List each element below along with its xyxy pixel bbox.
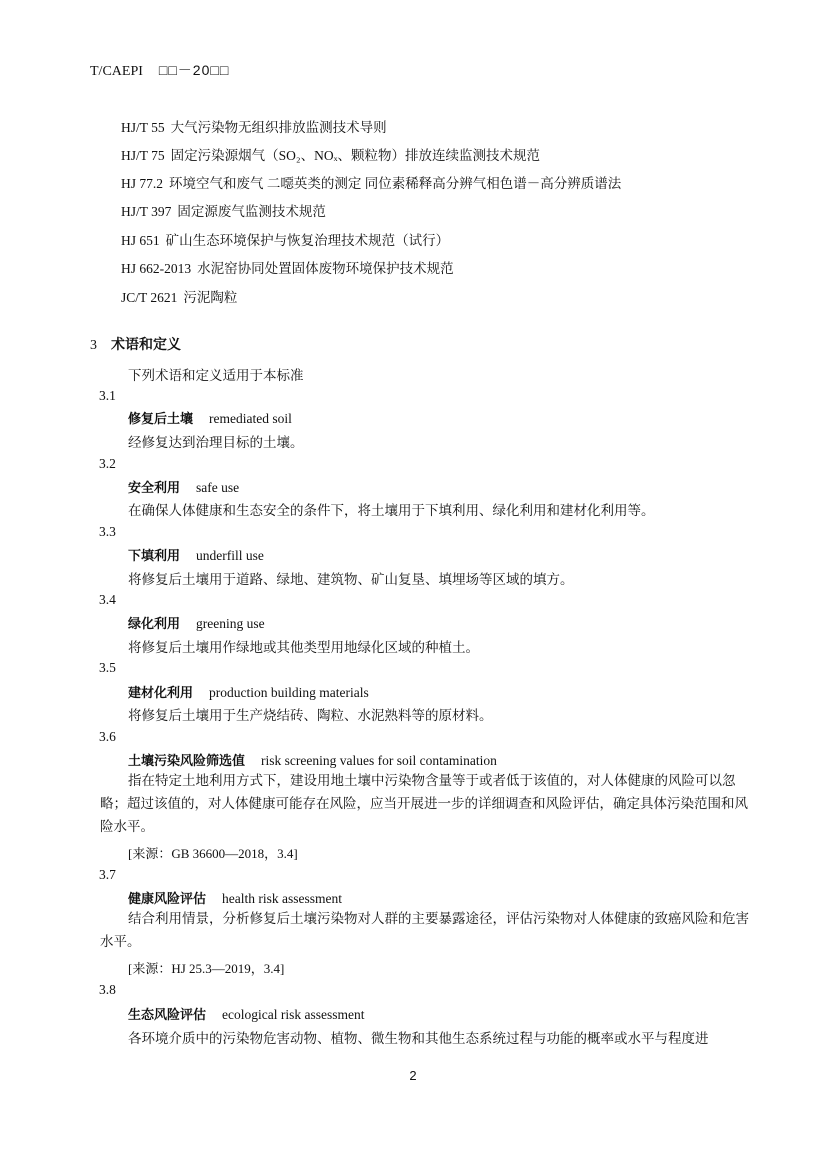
reference-item: [121, 229, 449, 249]
term-definition: 将修复后土壤用作绿地或其他类型用地绿化区域的种植土。: [128, 640, 479, 655]
document-header: [90, 60, 229, 80]
term-zh: 土壤污染风险筛选值: [128, 754, 246, 769]
term-en: safe use: [196, 480, 240, 495]
term-zh: 生态风险评估: [128, 1008, 207, 1023]
term-definition: 经修复达到治理目标的土壤。: [128, 435, 304, 450]
term-heading: [128, 750, 497, 769]
standard-code: □□－20□□: [158, 62, 230, 78]
term-en: underfill use: [196, 548, 264, 563]
term-definition: 将修复后土壤用于道路、绿地、建筑物、矿山复垦、填埋场等区域的填方。: [128, 572, 574, 587]
term-definition: 各环境介质中的污染物危害动物、植物、微生物和其他生态系统过程与功能的概率或水平与程度进: [128, 1031, 709, 1046]
reference-item: [121, 144, 540, 164]
page-number: 2: [409, 1068, 417, 1083]
term-en: greening use: [196, 616, 265, 631]
term-definition: 结合利用情景，分析修复后土壤污染物对人群的主要暴露途径，评估污染物对人体健康的致癌风险和危害水平。: [100, 911, 749, 949]
term-zh: 下填利用: [128, 549, 181, 564]
reference-title: 污泥陶粒: [183, 290, 238, 305]
reference-item: [121, 200, 326, 220]
reference-title: 固定污染源烟气（SO₂、NOₓ、颗粒物）排放连续监测技术规范: [170, 148, 541, 163]
reference-number: JC/T 2621: [121, 290, 178, 305]
term-definition: 指在特定土地利用方式下，建设用地土壤中污染物含量等于或者低于该值的，对人体健康的风险可以忽略；超过该值的，对人体健康可能存在风险，应当开展进一步的详细调查和风险评估，确定具体污染范围和风险水平。: [100, 773, 748, 834]
term-number: 3.3: [99, 524, 116, 539]
term-en: health risk assessment: [222, 891, 342, 906]
term-zh: 绿化利用: [128, 617, 181, 632]
term-number: 3.5: [99, 660, 116, 675]
reference-number: HJ 77.2: [121, 176, 164, 191]
reference-number: HJ 651: [121, 233, 160, 248]
term-definition: 在确保人体健康和生态安全的条件下，将土壤用于下填利用、绿化利用和建材化利用等。: [128, 503, 655, 518]
term-number: 3.7: [99, 867, 116, 882]
reference-title: 固定源废气监测技术规范: [177, 204, 326, 219]
term-number: 3.6: [99, 729, 116, 744]
section-title: 术语和定义: [111, 337, 181, 353]
term-zh: 建材化利用: [128, 686, 194, 701]
reference-number: HJ/T 55: [121, 120, 165, 135]
reference-item: [121, 116, 387, 136]
term-en: remediated soil: [209, 411, 292, 426]
reference-number: HJ/T 75: [121, 148, 165, 163]
reference-title: 水泥窑协同处置固体废物环境保护技术规范: [197, 261, 454, 276]
reference-title: 大气污染物无组织排放监测技术导则: [170, 120, 387, 135]
term-heading: [128, 408, 292, 427]
reference-title: 环境空气和废气 二噁英类的测定 同位素稀释高分辨气相色谱－高分辨质谱法: [169, 176, 622, 191]
term-zh: 健康风险评估: [128, 892, 207, 907]
term-zh: 修复后土壤: [128, 412, 194, 427]
section-heading: [90, 334, 181, 354]
term-number: 3.2: [99, 456, 116, 471]
term-number: 3.1: [99, 388, 116, 403]
reference-item: [121, 286, 237, 306]
term-source: [来源：GB 36600—2018，3.4]: [128, 846, 298, 861]
term-heading: [128, 888, 342, 907]
term-heading: [128, 1004, 364, 1023]
term-number: 3.8: [99, 982, 116, 997]
standard-prefix: T/CAEPI: [90, 64, 143, 79]
term-heading: [128, 682, 369, 701]
term-source: [来源：HJ 25.3—2019，3.4]: [128, 961, 285, 976]
term-en: risk screening values for soil contamination: [261, 753, 497, 768]
term-heading: [128, 613, 265, 632]
term-zh: 安全利用: [128, 481, 181, 496]
reference-title: 矿山生态环境保护与恢复治理技术规范（试行）: [165, 233, 450, 248]
term-en: ecological risk assessment: [222, 1007, 365, 1022]
term-heading: [128, 545, 264, 564]
reference-item: [121, 172, 621, 192]
section-number: 3: [90, 338, 97, 353]
reference-item: [121, 257, 454, 277]
term-number: 3.4: [99, 592, 116, 607]
term-heading: [128, 477, 239, 496]
reference-number: HJ/T 397: [121, 204, 172, 219]
term-en: production building materials: [209, 685, 369, 700]
term-definition: 将修复后土壤用于生产烧结砖、陶粒、水泥熟料等的原材料。: [128, 708, 493, 723]
section-intro: 下列术语和定义适用于本标准: [128, 368, 304, 383]
reference-number: HJ 662-2013: [121, 261, 192, 276]
